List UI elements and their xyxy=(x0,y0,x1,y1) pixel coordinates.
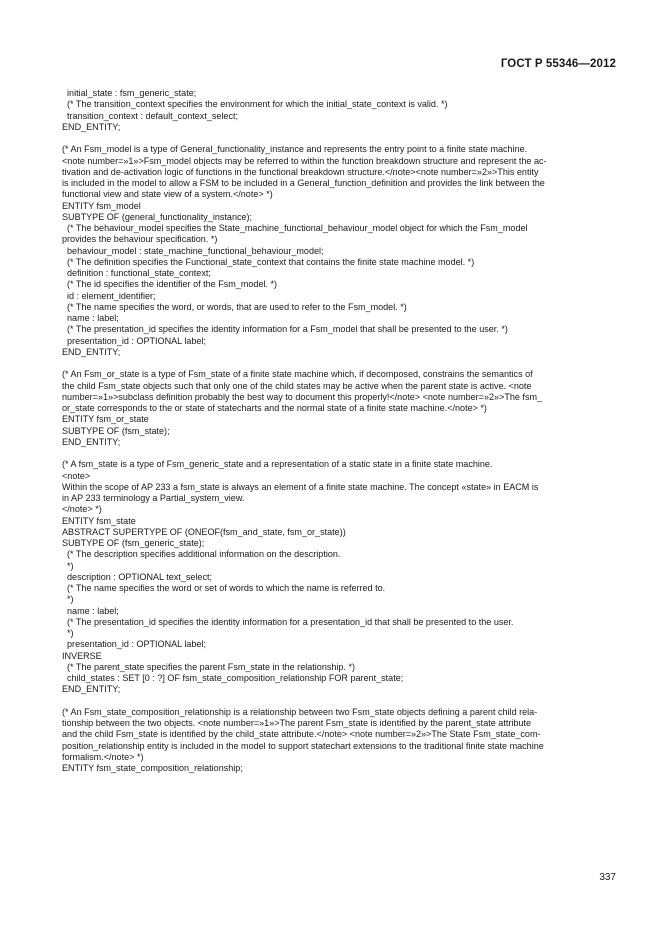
text-line: <note number=»1»>Fsm_model objects may be referred to within the function breakdown structure and represent the ac- xyxy=(62,155,547,166)
text-line: (* An Fsm_model is a type of General_functionality_instance and represents the entry point to a finite state machine. xyxy=(62,144,528,155)
text-line: </note> *) xyxy=(62,504,102,515)
text-line: provides the behaviour specification. *) xyxy=(62,234,218,245)
text-line: (* The parent_state specifies the parent Fsm_state in the relationship. *) xyxy=(62,661,356,672)
text-line: *) xyxy=(62,628,74,638)
text-line: <note> xyxy=(62,470,91,481)
code-block xyxy=(62,459,618,695)
text-line: (* A fsm_state is a type of Fsm_generic_state and a representation of a static state in a finite state machine. xyxy=(62,459,493,470)
text-line: name : label; xyxy=(62,313,119,323)
text-line: id : element_identifier; xyxy=(62,290,156,301)
text-line: description : OPTIONAL text_select; xyxy=(62,571,213,582)
text-line: INVERSE xyxy=(62,650,102,661)
text-line: tivation and de-activation logic of functions in the functional breakdown structure.</note><note number=»2»>This entity xyxy=(62,166,539,177)
text-line: ENTITY fsm_state_composition_relationship; xyxy=(62,763,243,773)
text-line: number=»1»>subclass definition probably the best way to document this properly!</note> <note number=»2»>The fsm_ xyxy=(62,391,543,402)
text-line: ENTITY fsm_or_state xyxy=(62,414,149,425)
text-line: (* The presentation_id specifies the identity information for a Fsm_model that shall be presented to the user. *) xyxy=(62,324,508,335)
document-body xyxy=(62,88,618,774)
text-line: (* The presentation_id specifies the identity information for a presentation_id that shall be presented to the user. xyxy=(62,616,514,627)
text-line: Within the scope of AP 233 a fsm_state is always an element of a finite state machine. The concept «state» in EACM is xyxy=(62,481,539,492)
text-line: and the child Fsm_state is identified by the child_state attribute.</note> <note number=»2»>The State Fsm_state_com- xyxy=(62,729,541,740)
text-line: presentation_id : OPTIONAL label; xyxy=(62,335,206,346)
text-line: END_ENTITY; xyxy=(62,346,121,357)
text-line: (* The id specifies the identifier of the Fsm_model. *) xyxy=(62,279,278,290)
text-line: definition : functional_state_context; xyxy=(62,268,211,278)
text-line: presentation_id : OPTIONAL label; xyxy=(62,639,206,650)
text-line: END_ENTITY; xyxy=(62,436,121,447)
text-line: in AP 233 terminology a Partial_system_view. xyxy=(62,493,245,503)
text-line: behaviour_model : state_machine_functional_behaviour_model; xyxy=(62,245,324,256)
paragraph-gap xyxy=(62,448,618,459)
text-line: ENTITY fsm_model xyxy=(62,200,141,211)
text-line: SUBTYPE OF (general_functionality_instance); xyxy=(62,211,253,222)
text-line: (* The name specifies the word, or words, that are used to refer to the Fsm_model. *) xyxy=(62,301,407,312)
text-line: is included in the model to allow a FSM to be included in a General_function_definition and provides the link between the xyxy=(62,178,545,188)
text-line: (* An Fsm_or_state is a type of Fsm_state of a finite state machine which, if decomposed, constrains the semantics of xyxy=(62,369,533,380)
text-line: ABSTRACT SUPERTYPE OF (ONEOF(fsm_and_state, fsm_or_state)) xyxy=(62,526,346,537)
text-line: functional view and state view of a system.</note> *) xyxy=(62,189,273,200)
code-block xyxy=(62,369,618,448)
text-line: ENTITY fsm_state xyxy=(62,515,136,526)
text-line: (* An Fsm_state_composition_relationship is a relationship between two Fsm_state objects defining a parent child rela- xyxy=(62,706,538,717)
paragraph-gap xyxy=(62,133,618,144)
text-line: *) xyxy=(62,560,74,571)
page-number: 337 xyxy=(599,872,616,883)
text-line: (* The transition_context specifies the environment for which the initial_state_context is valid. *) xyxy=(62,99,448,110)
text-line: formalism.</note> *) xyxy=(62,751,144,762)
text-line: SUBTYPE OF (fsm_generic_state); xyxy=(62,538,205,548)
paragraph-gap xyxy=(62,696,618,707)
text-line: the child Fsm_state objects such that only one of the child states may be active when the parent state is active. <note xyxy=(62,380,532,391)
paragraph-gap xyxy=(62,358,618,369)
text-line: initial_state : fsm_generic_state; xyxy=(62,88,197,98)
text-line: position_relationship entity is included in the model to support statechart extensions to the traditional finite state machine xyxy=(62,740,544,751)
text-line: *) xyxy=(62,594,74,605)
standard-header: ГОСТ Р 55346—2012 xyxy=(500,58,616,70)
text-line: (* The behaviour_model specifies the State_machine_functional_behaviour_model object for which the Fsm_model xyxy=(62,223,528,233)
text-line: (* The name specifies the word or set of words to which the name is referred to. xyxy=(62,583,386,593)
text-line: or_state corresponds to the or state of statecharts and the normal state of a finite state machine.</note> *) xyxy=(62,403,487,413)
code-block xyxy=(62,88,618,133)
text-line: (* The description specifies additional information on the description. xyxy=(62,549,341,560)
text-line: name : label; xyxy=(62,605,119,616)
text-line: END_ENTITY; xyxy=(62,121,121,132)
code-block xyxy=(62,144,618,358)
text-line: child_states : SET [0 : ?] OF fsm_state_composition_relationship FOR parent_state; xyxy=(62,673,404,683)
text-line: SUBTYPE OF (fsm_state); xyxy=(62,425,170,436)
text-line: transition_context : default_context_select; xyxy=(62,110,239,121)
text-line: tionship between the two objects. <note number=»1»>The parent Fsm_state is identified by the parent_state attribute xyxy=(62,718,531,728)
code-block xyxy=(62,707,618,775)
text-line: END_ENTITY; xyxy=(62,684,121,695)
text-line: (* The definition specifies the Functional_state_context that contains the finite state machine model. *) xyxy=(62,256,475,267)
